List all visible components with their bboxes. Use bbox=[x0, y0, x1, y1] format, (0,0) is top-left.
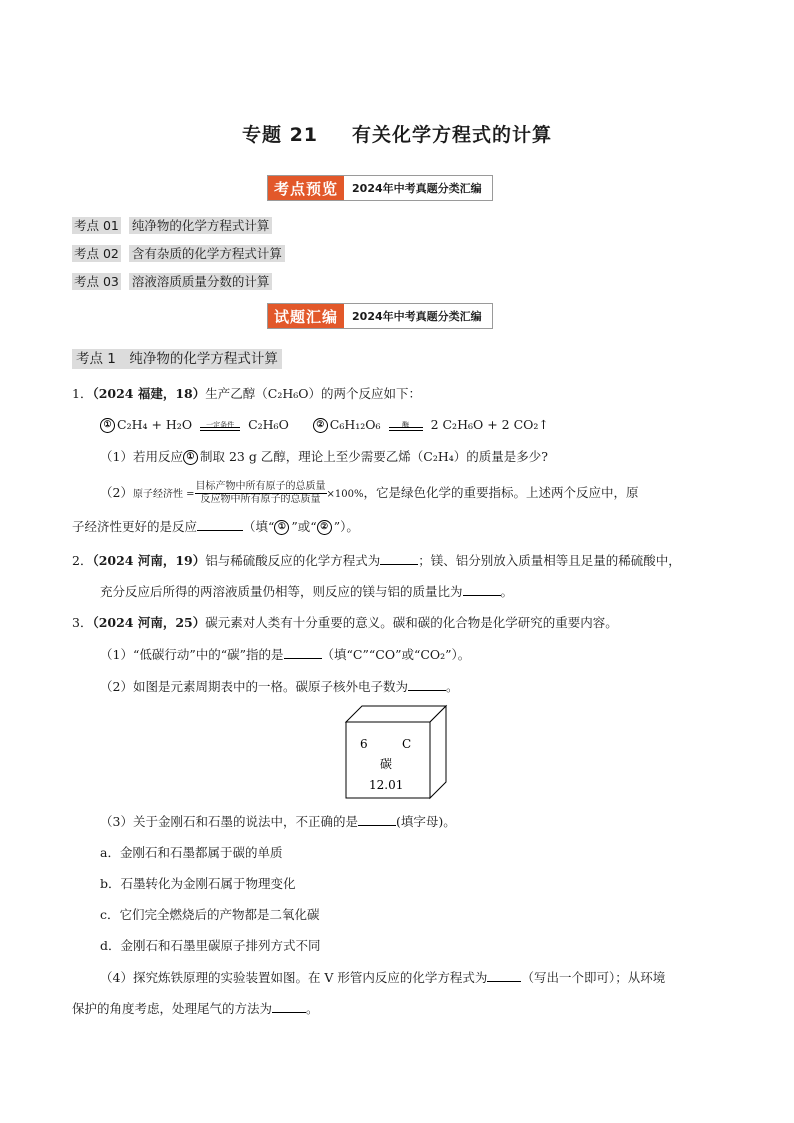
question-1-part-2-cont: 子经济性更好的是反应 （填“ ① ”或“ ② ”）。 bbox=[72, 519, 359, 534]
option-a: a．金刚石和石墨都属于碳的单质 bbox=[100, 845, 283, 860]
kaodian-name: 含有杂质的化学方程式计算 bbox=[129, 245, 285, 262]
title-text: 有关化学方程式的计算 bbox=[352, 124, 553, 146]
question-source: （2024 河南，25） bbox=[92, 615, 206, 630]
question-3-stem: 3．（2024 河南，25）碳元素对人类有十分重要的意义。碳和碳的化合物是化学研究的重要内容。 bbox=[72, 615, 618, 630]
answer-blank[interactable] bbox=[272, 1000, 306, 1013]
question-3-part-4: （4）探究炼铁原理的实验装置如图。在 V 形管内反应的化学方程式为 （写出一个即可）；从环境 bbox=[100, 970, 666, 985]
element-number: 6 bbox=[360, 737, 368, 751]
page-title bbox=[0, 120, 794, 147]
banner-exercises-tag: 试题汇编 bbox=[268, 304, 344, 328]
element-mass: 12.01 bbox=[369, 778, 404, 792]
answer-blank[interactable] bbox=[463, 583, 501, 596]
question-3-part-1: （1）“低碳行动”中的“碳”指的是 （填“C”“CO”或“CO₂”）。 bbox=[100, 647, 471, 662]
answer-blank[interactable] bbox=[197, 518, 243, 531]
element-symbol: C bbox=[402, 737, 412, 751]
kaodian-item-1 bbox=[72, 216, 272, 234]
question-source: （2024 河南，19） bbox=[92, 553, 206, 568]
kaodian-code: 考点 01 bbox=[74, 218, 119, 233]
atom-economy-fraction: $\frac{\text{目标产物中所有原子的总质量}}{\text{反应物中所有原子的总质量}}$ bbox=[195, 481, 326, 505]
question-1-stem: 1．（2024 福建，18）生产乙醇（C₂H₆O）的两个反应如下： bbox=[72, 386, 421, 401]
element-name: 碳 bbox=[380, 757, 393, 771]
banner-exercises bbox=[267, 303, 493, 329]
element-cell-diagram bbox=[342, 702, 452, 802]
kaodian-code: 考点 03 bbox=[74, 274, 119, 289]
kaodian-item-2 bbox=[72, 244, 285, 262]
circle-1-icon: ① bbox=[100, 418, 115, 433]
banner-preview bbox=[267, 175, 493, 201]
question-2-stem: 2．（2024 河南，19）铝与稀硫酸反应的化学方程式为 ；镁、铝分别放入质量相等且足量的稀硫酸中， bbox=[72, 553, 681, 568]
kaodian-item-3 bbox=[72, 272, 272, 290]
title-number: 专题 21 bbox=[241, 124, 319, 146]
question-3-part-2: （2）如图是元素周期表中的一格。碳原子核外电子数为 。 bbox=[100, 679, 459, 694]
section-heading-1: 考点 1 纯净物的化学方程式计算 bbox=[72, 347, 282, 367]
question-source: （2024 福建，18） bbox=[92, 386, 206, 401]
answer-blank[interactable] bbox=[284, 646, 322, 659]
question-3-part-4-cont: 保护的角度考虑，处理尾气的方法为 。 bbox=[72, 1001, 319, 1016]
circle-2-icon: ② bbox=[313, 418, 328, 433]
reaction-arrow: 酶 bbox=[389, 418, 423, 434]
question-1-part-2: （2）原子经济性 = $\frac{\text{目标产物中所有原子的总质量}}{\text{反应物中所有原子的总质量}}$ ×100%，它是绿色化学的重要指标。上述两个反应中，原 bbox=[100, 481, 639, 505]
banner-preview-tag: 考点预览 bbox=[268, 176, 344, 200]
banner-exercises-sub: 2024年中考真题分类汇编 bbox=[352, 310, 482, 323]
answer-blank[interactable] bbox=[487, 969, 521, 982]
question-3-part-3: （3）关于金刚石和石墨的说法中，不正确的是 (填字母)。 bbox=[100, 814, 456, 829]
circle-1-icon: ① bbox=[183, 450, 198, 465]
banner-preview-sub: 2024年中考真题分类汇编 bbox=[352, 182, 482, 195]
kaodian-name: 纯净物的化学方程式计算 bbox=[129, 217, 273, 234]
equations-row: ① C₂H₄ + H₂O 一定条件 C₂H₆O ② C₆H₁₂O₆ 酶 2 C₂H₆O + 2 CO₂↑ bbox=[100, 415, 549, 435]
answer-blank[interactable] bbox=[380, 552, 418, 565]
question-1-part-1: （1）若用反应 ① 制取 23 g 乙醇，理论上至少需要乙烯（C₂H₄）的质量是多少? bbox=[100, 449, 548, 464]
atom-economy-label: 原子经济性 = bbox=[132, 489, 195, 500]
answer-blank[interactable] bbox=[358, 813, 396, 826]
answer-blank[interactable] bbox=[408, 678, 446, 691]
circle-2-icon: ② bbox=[317, 520, 332, 535]
option-c: c．它们完全燃烧后的产物都是二氧化碳 bbox=[100, 907, 320, 922]
option-d: d．金刚石和石墨里碳原子排列方式不同 bbox=[100, 938, 321, 953]
option-b: b．石墨转化为金刚石属于物理变化 bbox=[100, 876, 296, 891]
circle-1-icon: ① bbox=[274, 520, 289, 535]
reaction-arrow: 一定条件 bbox=[200, 418, 240, 434]
kaodian-code: 考点 02 bbox=[74, 246, 119, 261]
kaodian-name: 溶液溶质质量分数的计算 bbox=[129, 273, 273, 290]
question-2-cont: 充分反应后所得的两溶液质量仍相等，则反应的镁与铝的质量比为 。 bbox=[100, 584, 514, 599]
